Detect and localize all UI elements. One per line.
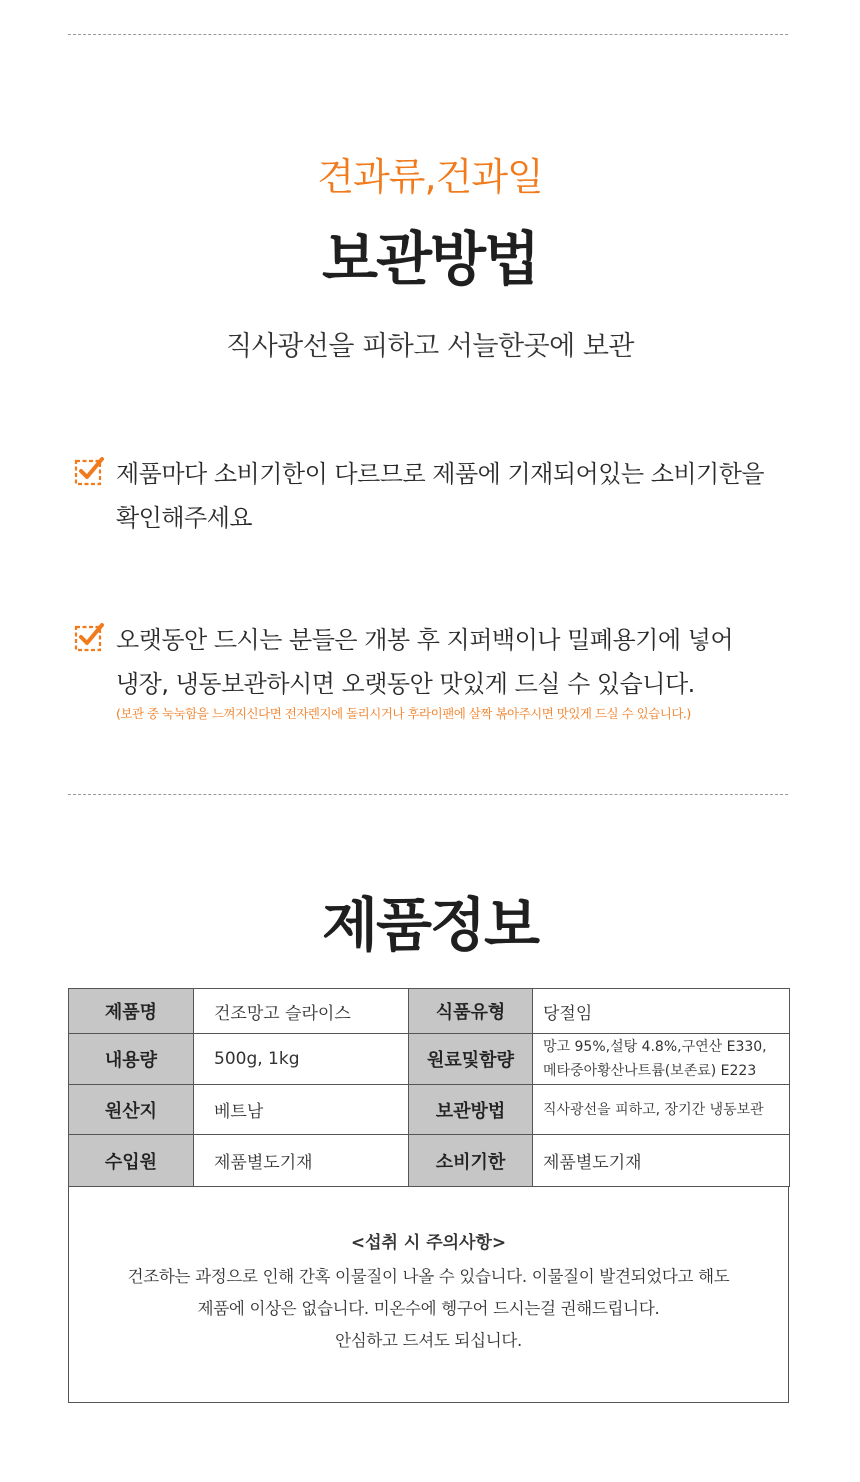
table-header-cell: 제품명 xyxy=(69,989,194,1034)
table-header-cell: 수입원 xyxy=(69,1135,194,1187)
table-value-cell: 베트남 xyxy=(194,1085,409,1135)
table-value-cell: 당절임 xyxy=(533,989,790,1034)
storage-title: 보관방법 xyxy=(321,225,539,293)
product-info-table xyxy=(68,988,790,1187)
table-value-cell: 500g, 1kg xyxy=(194,1034,409,1085)
storage-tip xyxy=(74,452,814,540)
storage-subtitle: 견과류,건과일 xyxy=(317,155,543,199)
tip-line: 오랫동안 드시는 분들은 개봉 후 지퍼백이나 밀폐용기에 넣어 xyxy=(116,626,734,654)
top-divider xyxy=(68,34,788,35)
table-header-cell: 보관방법 xyxy=(409,1085,533,1135)
table-row xyxy=(69,1135,790,1187)
table-row xyxy=(69,989,790,1034)
caution-title: <섭취 시 주의사항> xyxy=(350,1233,507,1253)
table-value-cell xyxy=(533,1034,790,1085)
checkbox-check-icon xyxy=(74,454,106,486)
table-row xyxy=(69,1085,790,1135)
table-header-cell: 내용량 xyxy=(69,1034,194,1085)
ingredient-line: 메타중아황산나트륨(보존료) E223 xyxy=(543,1063,757,1079)
table-row xyxy=(69,1034,790,1085)
tip-line: 확인해주세요 xyxy=(116,504,253,532)
table-value-cell: 제품별도기재 xyxy=(533,1135,790,1187)
table-header-cell: 원료및함량 xyxy=(409,1034,533,1085)
tip-note: (보관 중 눅눅함을 느껴지신다면 전자렌지에 돌리시거나 후라이팬에 살짝 볶아주시면 맛있게 드실 수 있습니다.) xyxy=(116,706,691,721)
caution-line: 제품에 이상은 없습니다. 미온수에 헹구어 드시는걸 권해드립니다. xyxy=(197,1299,660,1318)
table-header-cell: 원산지 xyxy=(69,1085,194,1135)
caution-line: 안심하고 드셔도 되십니다. xyxy=(335,1331,522,1350)
tip-line: 냉장, 냉동보관하시면 오랫동안 맛있게 드실 수 있습니다. xyxy=(116,670,695,698)
storage-intro: 직사광선을 피하고 서늘한곳에 보관 xyxy=(226,331,634,362)
caution-box xyxy=(68,1186,789,1403)
table-header-cell: 소비기한 xyxy=(409,1135,533,1187)
table-value-cell: 직사광선을 피하고, 장기간 냉동보관 xyxy=(533,1085,790,1135)
storage-tip xyxy=(74,618,814,722)
table-value-cell: 건조망고 슬라이스 xyxy=(194,989,409,1034)
ingredient-line: 망고 95%,설탕 4.8%,구연산 E330, xyxy=(543,1039,767,1055)
caution-line: 건조하는 과정으로 인해 간혹 이물질이 나올 수 있습니다. 이물질이 발견되었다고 해도 xyxy=(127,1267,730,1286)
checkbox-check-icon xyxy=(74,620,106,652)
tip-line: 제품마다 소비기한이 다르므로 제품에 기재되어있는 소비기한을 xyxy=(116,460,765,488)
table-header-cell: 식품유형 xyxy=(409,989,533,1034)
section-divider xyxy=(68,794,788,795)
table-value-cell: 제품별도기재 xyxy=(194,1135,409,1187)
product-title: 제품정보 xyxy=(321,891,539,959)
